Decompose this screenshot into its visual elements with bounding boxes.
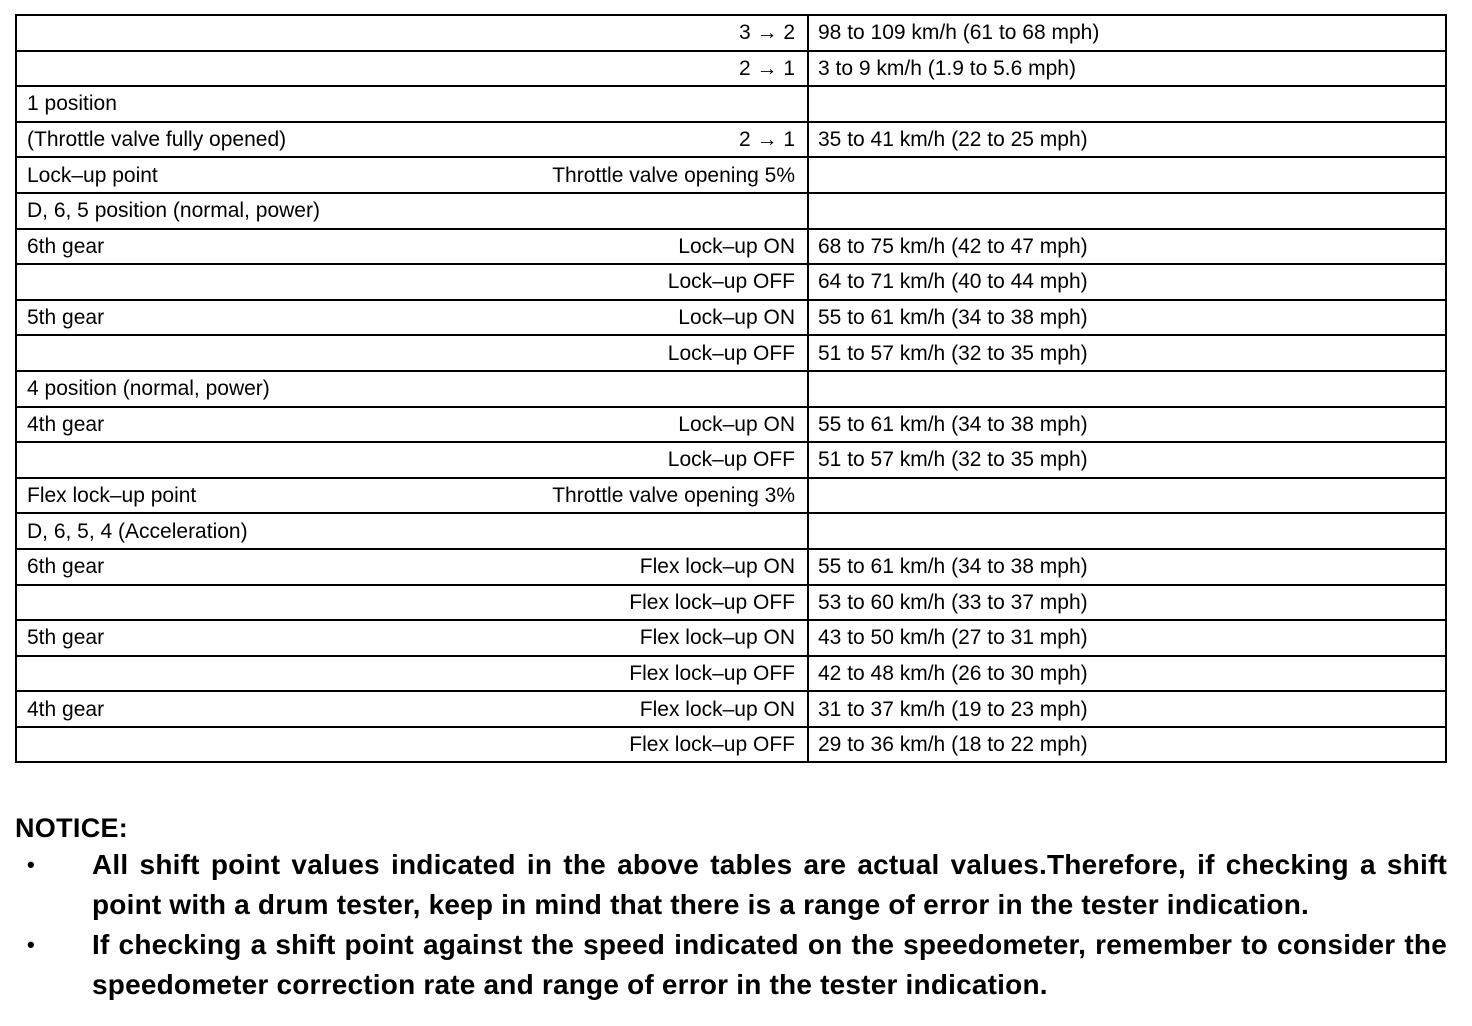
row-value-cell — [808, 264, 1446, 300]
table-row — [16, 727, 1446, 763]
table-row — [16, 691, 1446, 727]
row-value: 51 to 57 km/h (32 to 35 mph) — [818, 341, 1088, 365]
row-label: 4th gear — [27, 697, 105, 721]
row-descriptor-cell — [16, 15, 808, 51]
row-value-cell — [808, 585, 1446, 621]
row-condition: Flex lock–up OFF — [629, 661, 795, 685]
row-descriptor-cell — [16, 691, 808, 727]
bullet-icon: • — [27, 932, 35, 957]
row-value: 31 to 37 km/h (19 to 23 mph) — [818, 697, 1088, 721]
table-row — [16, 513, 1446, 549]
table-row — [16, 51, 1446, 87]
row-condition: Flex lock–up ON — [639, 626, 795, 650]
row-condition: 2 → 1 — [738, 128, 795, 152]
row-descriptor-cell — [16, 51, 808, 87]
row-condition: Throttle valve opening 5% — [552, 163, 795, 187]
table-row — [16, 335, 1446, 371]
row-value: 68 to 75 km/h (42 to 47 mph) — [818, 234, 1088, 258]
row-descriptor-cell — [16, 300, 808, 336]
row-value-cell — [808, 656, 1446, 692]
notice-item-text: All shift point values indicated in the above tables are actual values.Therefore, if checking a shift point with a drum tester, keep in mind that there is a range of error in the tester indication. — [92, 849, 1447, 920]
table-row — [16, 193, 1446, 229]
table-row — [16, 15, 1446, 51]
row-value-cell — [808, 407, 1446, 443]
row-descriptor-cell — [16, 620, 808, 656]
row-value-cell — [808, 371, 1446, 407]
table-row — [16, 371, 1446, 407]
row-value: 51 to 57 km/h (32 to 35 mph) — [818, 448, 1088, 472]
row-descriptor-cell — [16, 193, 808, 229]
bullet-icon: • — [27, 852, 35, 877]
notice-item-text: If checking a shift point against the speed indicated on the speedometer, remember to consider the speedometer correction rate and range of error in the tester indication. — [92, 929, 1447, 1000]
row-label: 5th gear — [27, 626, 105, 650]
row-condition: Throttle valve opening 3% — [552, 484, 795, 508]
row-label: (Throttle valve fully opened) — [27, 128, 287, 152]
notice-section — [15, 811, 1447, 1005]
notice-list — [15, 845, 1447, 1005]
row-value-cell — [808, 549, 1446, 585]
row-value: 98 to 109 km/h (61 to 68 mph) — [818, 21, 1100, 45]
shift-point-table — [15, 14, 1447, 763]
row-value: 43 to 50 km/h (27 to 31 mph) — [818, 626, 1088, 650]
table-row — [16, 86, 1446, 122]
row-value-cell — [808, 691, 1446, 727]
row-descriptor-cell — [16, 157, 808, 193]
row-descriptor-cell — [16, 585, 808, 621]
row-label: 4 position (normal, power) — [27, 377, 270, 401]
table-row — [16, 478, 1446, 514]
table-row — [16, 229, 1446, 265]
row-label: D, 6, 5 position (normal, power) — [27, 199, 320, 223]
row-condition: Flex lock–up OFF — [629, 733, 795, 757]
row-value-cell — [808, 620, 1446, 656]
row-condition: Flex lock–up ON — [639, 555, 795, 579]
table-row — [16, 442, 1446, 478]
row-label: Flex lock–up point — [27, 484, 197, 508]
row-value: 29 to 36 km/h (18 to 22 mph) — [818, 733, 1088, 757]
row-value: 53 to 60 km/h (33 to 37 mph) — [818, 590, 1088, 614]
row-label: 5th gear — [27, 306, 105, 330]
table-row — [16, 407, 1446, 443]
row-descriptor-cell — [16, 229, 808, 265]
row-condition: Flex lock–up ON — [639, 697, 795, 721]
row-condition: Flex lock–up OFF — [629, 590, 795, 614]
row-descriptor-cell — [16, 727, 808, 763]
row-value-cell — [808, 229, 1446, 265]
row-condition: Lock–up OFF — [667, 448, 795, 472]
row-label: 4th gear — [27, 412, 105, 436]
row-value-cell — [808, 300, 1446, 336]
row-value-cell — [808, 51, 1446, 87]
row-value: 64 to 71 km/h (40 to 44 mph) — [818, 270, 1088, 294]
row-descriptor-cell — [16, 122, 808, 158]
row-label: 1 position — [27, 92, 117, 116]
row-value-cell — [808, 513, 1446, 549]
table-row — [16, 656, 1446, 692]
row-value-cell — [808, 727, 1446, 763]
row-descriptor-cell — [16, 335, 808, 371]
row-descriptor-cell — [16, 442, 808, 478]
row-value: 55 to 61 km/h (34 to 38 mph) — [818, 306, 1088, 330]
row-descriptor-cell — [16, 513, 808, 549]
row-value: 55 to 61 km/h (34 to 38 mph) — [818, 555, 1088, 579]
row-descriptor-cell — [16, 478, 808, 514]
table-body — [16, 15, 1446, 762]
table-row — [16, 264, 1446, 300]
row-value: 3 to 9 km/h (1.9 to 5.6 mph) — [818, 56, 1076, 80]
row-value-cell — [808, 157, 1446, 193]
table-row — [16, 157, 1446, 193]
row-value: 55 to 61 km/h (34 to 38 mph) — [818, 412, 1088, 436]
row-value-cell — [808, 335, 1446, 371]
notice-item — [15, 925, 1447, 1005]
row-descriptor-cell — [16, 86, 808, 122]
table-row — [16, 122, 1446, 158]
row-condition: Lock–up ON — [678, 306, 795, 330]
notice-item — [15, 845, 1447, 925]
row-descriptor-cell — [16, 371, 808, 407]
table-row — [16, 620, 1446, 656]
row-condition: 2 → 1 — [738, 56, 795, 80]
row-condition: Lock–up OFF — [667, 341, 795, 365]
row-label: 6th gear — [27, 234, 105, 258]
row-value-cell — [808, 193, 1446, 229]
shift-point-table-container — [15, 14, 1447, 763]
row-condition: 3 → 2 — [738, 21, 795, 45]
row-condition: Lock–up ON — [678, 412, 795, 436]
table-row — [16, 549, 1446, 585]
row-label: D, 6, 5, 4 (Acceleration) — [27, 519, 248, 543]
table-row — [16, 300, 1446, 336]
row-value-cell — [808, 122, 1446, 158]
row-descriptor-cell — [16, 656, 808, 692]
row-value: 42 to 48 km/h (26 to 30 mph) — [818, 661, 1088, 685]
row-condition: Lock–up OFF — [667, 270, 795, 294]
row-value-cell — [808, 86, 1446, 122]
table-row — [16, 585, 1446, 621]
row-value-cell — [808, 15, 1446, 51]
row-descriptor-cell — [16, 407, 808, 443]
row-descriptor-cell — [16, 264, 808, 300]
notice-title: NOTICE: — [15, 813, 129, 843]
row-descriptor-cell — [16, 549, 808, 585]
row-value-cell — [808, 478, 1446, 514]
row-value: 35 to 41 km/h (22 to 25 mph) — [818, 128, 1088, 152]
row-condition: Lock–up ON — [678, 234, 795, 258]
row-label: Lock–up point — [27, 163, 158, 187]
row-label: 6th gear — [27, 555, 105, 579]
row-value-cell — [808, 442, 1446, 478]
